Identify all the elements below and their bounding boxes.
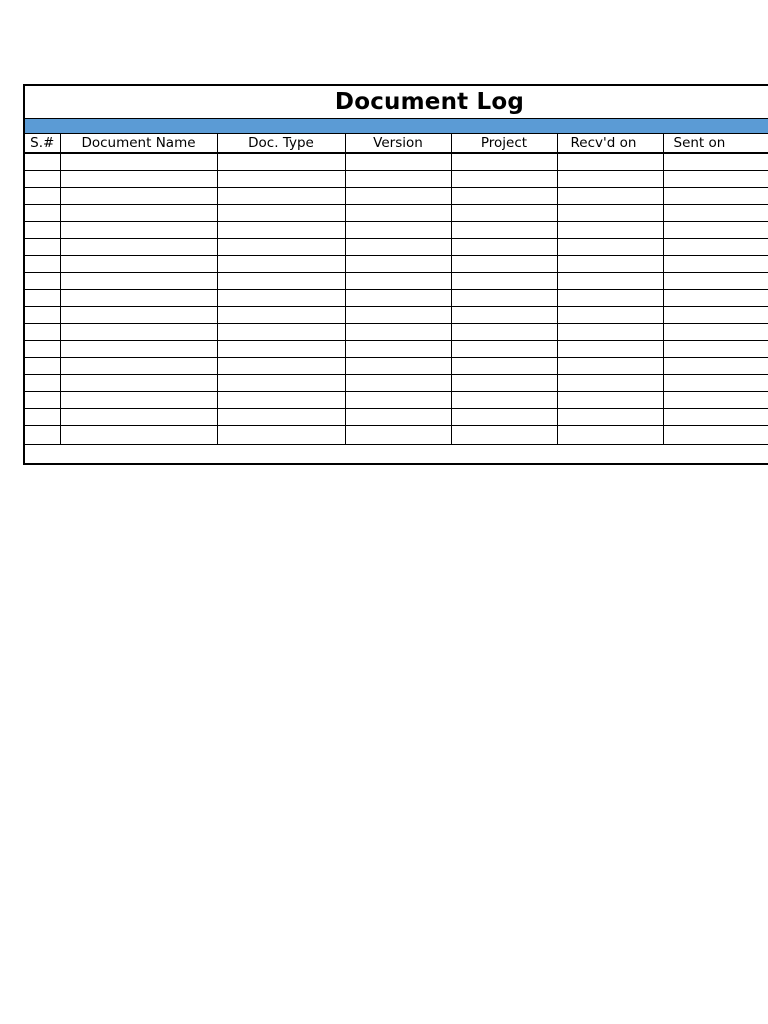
table-cell[interactable] [345, 221, 451, 238]
table-row [25, 340, 768, 357]
table-cell[interactable] [217, 170, 345, 187]
table-cell[interactable] [60, 272, 217, 289]
column-header-serial-number: S.# [25, 134, 60, 153]
table-cell[interactable] [25, 408, 60, 425]
table-cell[interactable] [663, 391, 768, 408]
page-title: Document Log [334, 89, 525, 115]
table-cell[interactable] [557, 340, 663, 357]
table-cell[interactable] [217, 391, 345, 408]
table-cell[interactable] [60, 357, 217, 374]
table-cell[interactable] [217, 238, 345, 255]
table-cell[interactable] [25, 357, 60, 374]
table-cell[interactable] [60, 289, 217, 306]
table-cell[interactable] [25, 374, 60, 391]
document-log-table [25, 134, 768, 445]
table-cell[interactable] [25, 425, 60, 444]
table-cell[interactable] [557, 323, 663, 340]
table-cell[interactable] [451, 340, 557, 357]
table-cell[interactable] [345, 340, 451, 357]
table-cell[interactable] [60, 306, 217, 323]
table-cell[interactable] [451, 204, 557, 221]
table-cell[interactable] [557, 238, 663, 255]
table-cell[interactable] [663, 221, 768, 238]
table-cell[interactable] [60, 391, 217, 408]
table-cell[interactable] [557, 425, 663, 444]
table-cell[interactable] [557, 374, 663, 391]
table-cell[interactable] [25, 238, 60, 255]
table-cell[interactable] [60, 187, 217, 204]
table-cell[interactable] [217, 340, 345, 357]
table-cell[interactable] [451, 289, 557, 306]
column-header-received-on: Recv'd on [557, 134, 663, 153]
table-row [25, 153, 768, 170]
table-cell[interactable] [25, 272, 60, 289]
table-cell[interactable] [25, 306, 60, 323]
table-cell[interactable] [557, 255, 663, 272]
table-cell[interactable] [60, 425, 217, 444]
table-row [25, 221, 768, 238]
table-cell[interactable] [345, 323, 451, 340]
table-cell[interactable] [345, 425, 451, 444]
table-row [25, 391, 768, 408]
table-cell[interactable] [557, 221, 663, 238]
table-cell[interactable] [345, 170, 451, 187]
document-log-body [25, 153, 768, 444]
table-cell[interactable] [25, 221, 60, 238]
table-cell[interactable] [25, 255, 60, 272]
table-cell[interactable] [345, 408, 451, 425]
table-cell[interactable] [663, 204, 768, 221]
table-cell[interactable] [60, 340, 217, 357]
table-cell[interactable] [345, 204, 451, 221]
table-cell[interactable] [217, 272, 345, 289]
table-cell[interactable] [217, 357, 345, 374]
table-row [25, 272, 768, 289]
table-cell[interactable] [451, 187, 557, 204]
table-row [25, 323, 768, 340]
table-cell[interactable] [451, 221, 557, 238]
table-row [25, 408, 768, 425]
table-cell[interactable] [557, 391, 663, 408]
table-cell[interactable] [25, 187, 60, 204]
table-cell[interactable] [663, 323, 768, 340]
table-cell[interactable] [25, 323, 60, 340]
table-row [25, 187, 768, 204]
table-cell[interactable] [663, 340, 768, 357]
table-row [25, 374, 768, 391]
table-cell[interactable] [345, 357, 451, 374]
table-cell[interactable] [217, 323, 345, 340]
column-header-version: Version [345, 134, 451, 153]
table-cell[interactable] [663, 272, 768, 289]
table-cell[interactable] [60, 204, 217, 221]
table-cell[interactable] [25, 340, 60, 357]
table-row [25, 170, 768, 187]
table-cell[interactable] [25, 204, 60, 221]
table-row [25, 238, 768, 255]
table-cell[interactable] [663, 187, 768, 204]
table-cell[interactable] [25, 153, 60, 170]
document-log-sheet [23, 84, 768, 465]
table-cell[interactable] [663, 408, 768, 425]
table-cell[interactable] [557, 306, 663, 323]
table-cell[interactable] [451, 153, 557, 170]
table-cell[interactable] [217, 374, 345, 391]
table-cell[interactable] [663, 306, 768, 323]
table-cell[interactable] [345, 238, 451, 255]
table-cell[interactable] [557, 187, 663, 204]
table-cell[interactable] [60, 323, 217, 340]
table-cell[interactable] [663, 170, 768, 187]
table-cell[interactable] [663, 238, 768, 255]
table-cell[interactable] [663, 289, 768, 306]
table-cell[interactable] [60, 221, 217, 238]
table-cell[interactable] [663, 357, 768, 374]
table-cell[interactable] [451, 306, 557, 323]
table-cell[interactable] [663, 425, 768, 444]
column-header-project: Project [451, 134, 557, 153]
table-cell[interactable] [557, 289, 663, 306]
title-row [25, 86, 768, 118]
table-cell[interactable] [345, 306, 451, 323]
table-cell[interactable] [557, 153, 663, 170]
table-cell[interactable] [217, 153, 345, 170]
table-cell[interactable] [451, 272, 557, 289]
table-cell[interactable] [663, 374, 768, 391]
table-cell[interactable] [345, 272, 451, 289]
table-cell[interactable] [60, 170, 217, 187]
table-cell[interactable] [451, 391, 557, 408]
table-cell[interactable] [217, 306, 345, 323]
table-cell[interactable] [217, 204, 345, 221]
header-color-band [25, 118, 768, 134]
table-cell[interactable] [217, 425, 345, 444]
table-cell[interactable] [345, 153, 451, 170]
table-cell[interactable] [451, 357, 557, 374]
table-cell[interactable] [60, 238, 217, 255]
table-cell[interactable] [451, 323, 557, 340]
table-cell[interactable] [451, 238, 557, 255]
table-cell[interactable] [663, 153, 768, 170]
table-row [25, 289, 768, 306]
table-cell[interactable] [451, 170, 557, 187]
table-cell[interactable] [217, 255, 345, 272]
table-cell[interactable] [60, 374, 217, 391]
table-cell[interactable] [345, 374, 451, 391]
column-header-doc-type: Doc. Type [217, 134, 345, 153]
table-cell[interactable] [557, 170, 663, 187]
table-cell[interactable] [663, 255, 768, 272]
column-header-sent-on: Sent on [663, 134, 768, 153]
table-cell[interactable] [25, 289, 60, 306]
table-cell[interactable] [25, 391, 60, 408]
table-cell[interactable] [557, 357, 663, 374]
table-cell[interactable] [25, 170, 60, 187]
table-row [25, 204, 768, 221]
table-cell[interactable] [60, 255, 217, 272]
column-header-document-name: Document Name [60, 134, 217, 153]
table-cell[interactable] [451, 425, 557, 444]
table-cell[interactable] [451, 374, 557, 391]
table-cell[interactable] [217, 187, 345, 204]
table-cell[interactable] [217, 289, 345, 306]
table-cell[interactable] [345, 187, 451, 204]
table-cell[interactable] [345, 391, 451, 408]
table-row [25, 306, 768, 323]
table-row [25, 425, 768, 444]
table-cell[interactable] [345, 255, 451, 272]
table-cell[interactable] [217, 221, 345, 238]
table-cell[interactable] [557, 408, 663, 425]
table-cell[interactable] [451, 255, 557, 272]
table-cell[interactable] [451, 408, 557, 425]
table-cell[interactable] [60, 408, 217, 425]
table-cell[interactable] [345, 289, 451, 306]
table-cell[interactable] [557, 272, 663, 289]
table-cell[interactable] [557, 204, 663, 221]
column-header-row [25, 134, 768, 153]
table-row [25, 357, 768, 374]
table-cell[interactable] [217, 408, 345, 425]
table-cell[interactable] [60, 153, 217, 170]
table-row [25, 255, 768, 272]
